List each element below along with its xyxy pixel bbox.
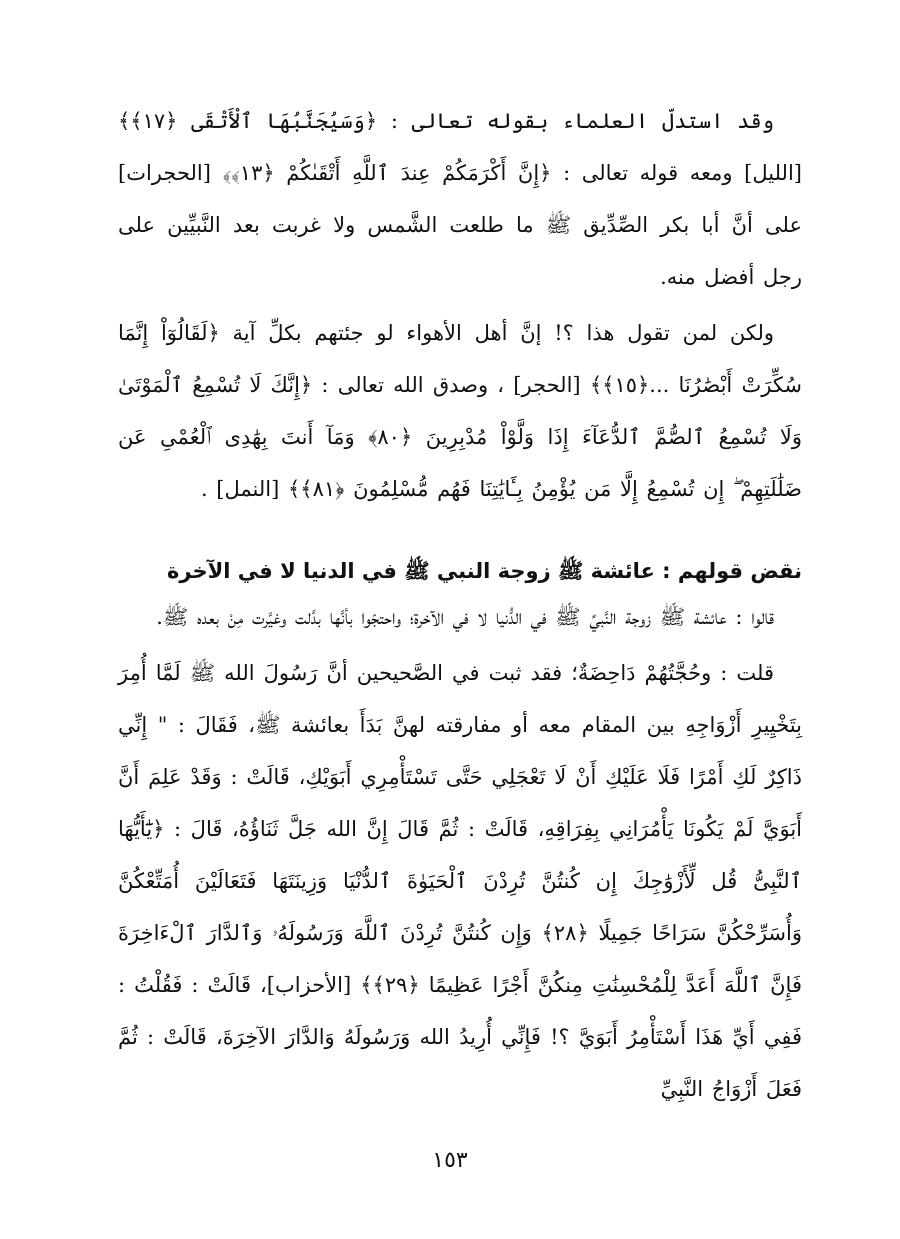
paragraph-scholars-evidence: وقد استدلّ العلماء بقوله تعالى : ﴿وَسَيُجَنَّبُهَا ٱلْأَتْقَى ﴿١٧﴾﴾ [الليل] ومعه قوله تعالى : ﴿إِنَّ أَكْرَمَكُمْ عِندَ ٱللَّهِ أَتْقَىٰكُمْ ﴿١٣﴾﴾ [الحجرات] على أنَّ أبا بكر الصِّدِّيق ﷺ ما طلعت الشَّمس ولا غربت بعد النَّبيِّين على رجل أفضل منه. [118,109,802,289]
section-heading: نقض قولهم : عائشة ﷺ زوجة النبي ﷺ في الدنيا لا في الآخرة [167,559,802,583]
paragraph-refutation: قلت : وحُجَّتُهُمْ دَاحِضَةٌ؛ فقد ثبت في الصَّحيحين أنَّ رَسُولَ الله ﷺ لَمَّا أُمِرَ بِتَخْيِيرِ أَزْوَاجِهِ بين المقام معه أو مفارقته لهنَّ بَدَأَ بعائشة ﷺ، فَقَالَ : " إِنِّي ذَاكِرٌ لَكِ أَمْرًا فَلَا عَلَيْكِ أَنْ لَا تَعْجَلِي حَتَّى تَسْتَأْمِرِي أَبَوَيْكِ، قَالَتْ : وَقَدْ عَلِمَ أَنَّ أَبَوَيَّ لَمْ يَكُونَا يَأْمُرَانِي بِفِرَاقِهِ، قَالَتْ : ثُمَّ قَالَ إِنَّ الله جَلَّ ثَنَاؤُهُ، قَالَ : ﴿يَٰٓأَيُّهَا ٱلنَّبِىُّ قُل لِّأَزْوَٰجِكَ إِن كُنتُنَّ تُرِدْنَ ٱلْحَيَوٰةَ ٱلدُّنْيَا وَزِينَتَهَا فَتَعَالَيْنَ أُمَتِّعْكُنَّ وَأُسَرِّحْكُنَّ سَرَاحًا جَمِيلًا ﴿٢٨﴾ وَإِن كُنتُنَّ تُرِدْنَ ٱللَّهَ وَرَسُولَهُۥ وَٱلدَّارَ ٱلْءَاخِرَةَ فَإِنَّ ٱللَّهَ أَعَدَّ لِلْمُحْسِنَٰتِ مِنكُنَّ أَجْرًا عَظِيمًا ﴿٢٩﴾﴾ [الأحزاب]، قَالَتْ : فَقُلْتُ : فَفِي أَيِّ هَذَا أَسْتَأْمِرُ أَبَوَيَّ ؟! فَإِنِّي أُرِيدُ الله وَرَسُولَهُ وَالدَّارَ الآخِرَةَ، قَالَتْ : ثُمَّ فَعَلَ أَزْوَاجُ النَّبِيِّ [118,661,802,1101]
page-number: ١٥٣ [432,1148,468,1173]
page-body [118,95,802,1115]
paragraph-people-of-desires: ولكن لمن تقول هذا ؟! إنَّ أهل الأهواء لو جئتهم بكلِّ آية ﴿لَقَالُوٓاْ إِنَّمَا سُكِّرَتْ أَبْصَٰرُنَا ...﴿١٥﴾﴾ [الحجر] ، وصدق الله تعالى : ﴿إِنَّكَ لَا تُسْمِعُ ٱلْمَوْتَىٰ وَلَا تُسْمِعُ ٱلصُّمَّ ٱلدُّعَآءَ إِذَا وَلَّوْاْ مُدْبِرِينَ ﴿٨٠﴾ وَمَآ أَنتَ بِهَٰدِى ٱلْعُمْىِ عَن ضَلَٰلَتِهِمْ ۖ إِن تُسْمِعُ إِلَّا مَن يُؤْمِنُ بِـَٔايَٰتِنَا فَهُم مُّسْلِمُونَ ﴿٨١﴾﴾ [النمل] . [118,321,803,501]
paragraph-their-claim: قالوا : عائشة ﷺ زوجة النَّبيِّ ﷺ في الدُّنيا لا في الآخرة؛ واحتجّوا بأنَّها بدَّلت وغيَّرت مِنْ بعده ﷺ. [156,605,774,629]
